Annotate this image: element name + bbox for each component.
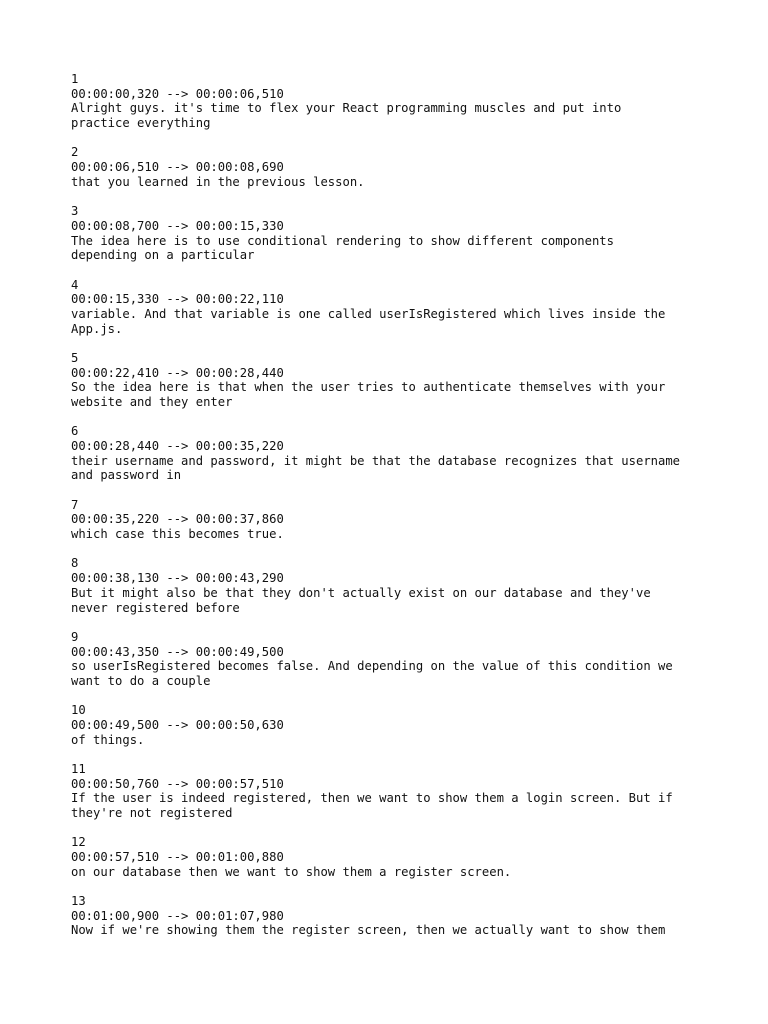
- subtitle-document: [71, 72, 731, 953]
- cue-timestamp: 00:00:43,350 --> 00:00:49,500: [71, 644, 284, 659]
- cue-text-line: so userIsRegistered becomes false. And depending on the value of this condition we: [71, 659, 673, 674]
- cue-index: 8: [71, 556, 79, 571]
- cue-text-line: their username and password, it might be that the database recognizes that username: [71, 453, 681, 468]
- cue-timestamp: 00:00:38,130 --> 00:00:43,290: [71, 571, 284, 586]
- cue-text-line: and password in: [71, 468, 182, 483]
- cue-text-line: website and they enter: [71, 395, 233, 410]
- cue-index: 11: [71, 761, 86, 776]
- cue-text-line: want to do a couple: [71, 673, 211, 688]
- cue-timestamp: 00:00:00,320 --> 00:00:06,510: [71, 86, 284, 101]
- cue-index: 4: [71, 277, 79, 292]
- cue-text-line: If the user is indeed registered, then we want to show them a login screen. But if: [71, 791, 673, 806]
- cue-text-line: But it might also be that they don't actually exist on our database and they've: [71, 585, 651, 600]
- cue-index: 7: [71, 497, 79, 512]
- cue-text-line: practice everything: [71, 116, 211, 131]
- cue-text-line: App.js.: [71, 321, 123, 336]
- cue-timestamp: 00:00:50,760 --> 00:00:57,510: [71, 776, 284, 791]
- cue-timestamp: 00:00:49,500 --> 00:00:50,630: [71, 717, 284, 732]
- cue-timestamp: 00:00:06,510 --> 00:00:08,690: [71, 160, 284, 175]
- cue-text-line: which case this becomes true.: [71, 527, 284, 542]
- cue-text-line: Now if we're showing them the register screen, then we actually want to show them: [71, 923, 666, 938]
- cue-text-line: So the idea here is that when the user tries to authenticate themselves with your: [71, 380, 666, 395]
- cue-index: 9: [71, 629, 79, 644]
- subtitle-cue: [71, 703, 731, 747]
- cue-text-line: on our database then we want to show them a register screen.: [71, 864, 512, 879]
- cue-text-line: Alright guys. it's time to flex your React programming muscles and put into: [71, 101, 622, 116]
- subtitle-cue: [71, 498, 731, 542]
- subtitle-cue: [71, 556, 731, 615]
- cue-index: 1: [71, 72, 79, 86]
- cue-timestamp: 00:00:35,220 --> 00:00:37,860: [71, 512, 284, 527]
- cue-index: 10: [71, 703, 86, 718]
- cue-text-line: The idea here is to use conditional rendering to show different components: [71, 233, 614, 248]
- cue-timestamp: 00:00:28,440 --> 00:00:35,220: [71, 439, 284, 454]
- cue-index: 13: [71, 894, 86, 909]
- subtitle-cue: [71, 278, 731, 337]
- cue-timestamp: 00:01:00,900 --> 00:01:07,980: [71, 908, 284, 923]
- subtitle-cue: [71, 762, 731, 821]
- subtitle-cue: [71, 424, 731, 483]
- subtitle-cue: [71, 351, 731, 410]
- subtitle-cue: [71, 145, 731, 189]
- cue-timestamp: 00:00:57,510 --> 00:01:00,880: [71, 850, 284, 865]
- subtitle-cue: [71, 894, 731, 938]
- cue-index: 6: [71, 424, 79, 439]
- cue-index: 12: [71, 835, 86, 850]
- cue-index: 3: [71, 204, 79, 219]
- cue-text-line: they're not registered: [71, 806, 233, 821]
- cue-timestamp: 00:00:15,330 --> 00:00:22,110: [71, 292, 284, 307]
- cue-text-line: variable. And that variable is one called userIsRegistered which lives inside the: [71, 306, 666, 321]
- cue-timestamp: 00:00:08,700 --> 00:00:15,330: [71, 218, 284, 233]
- subtitle-cue: [71, 204, 731, 263]
- cue-text-line: that you learned in the previous lesson.: [71, 174, 365, 189]
- cue-text-line: never registered before: [71, 600, 240, 615]
- subtitle-cue: [71, 630, 731, 689]
- cue-text-line: of things.: [71, 732, 145, 747]
- cue-index: 2: [71, 145, 79, 160]
- subtitle-cue: [71, 72, 731, 131]
- cue-index: 5: [71, 350, 79, 365]
- subtitle-cue: [71, 835, 731, 879]
- cue-text-line: depending on a particular: [71, 248, 255, 263]
- cue-timestamp: 00:00:22,410 --> 00:00:28,440: [71, 365, 284, 380]
